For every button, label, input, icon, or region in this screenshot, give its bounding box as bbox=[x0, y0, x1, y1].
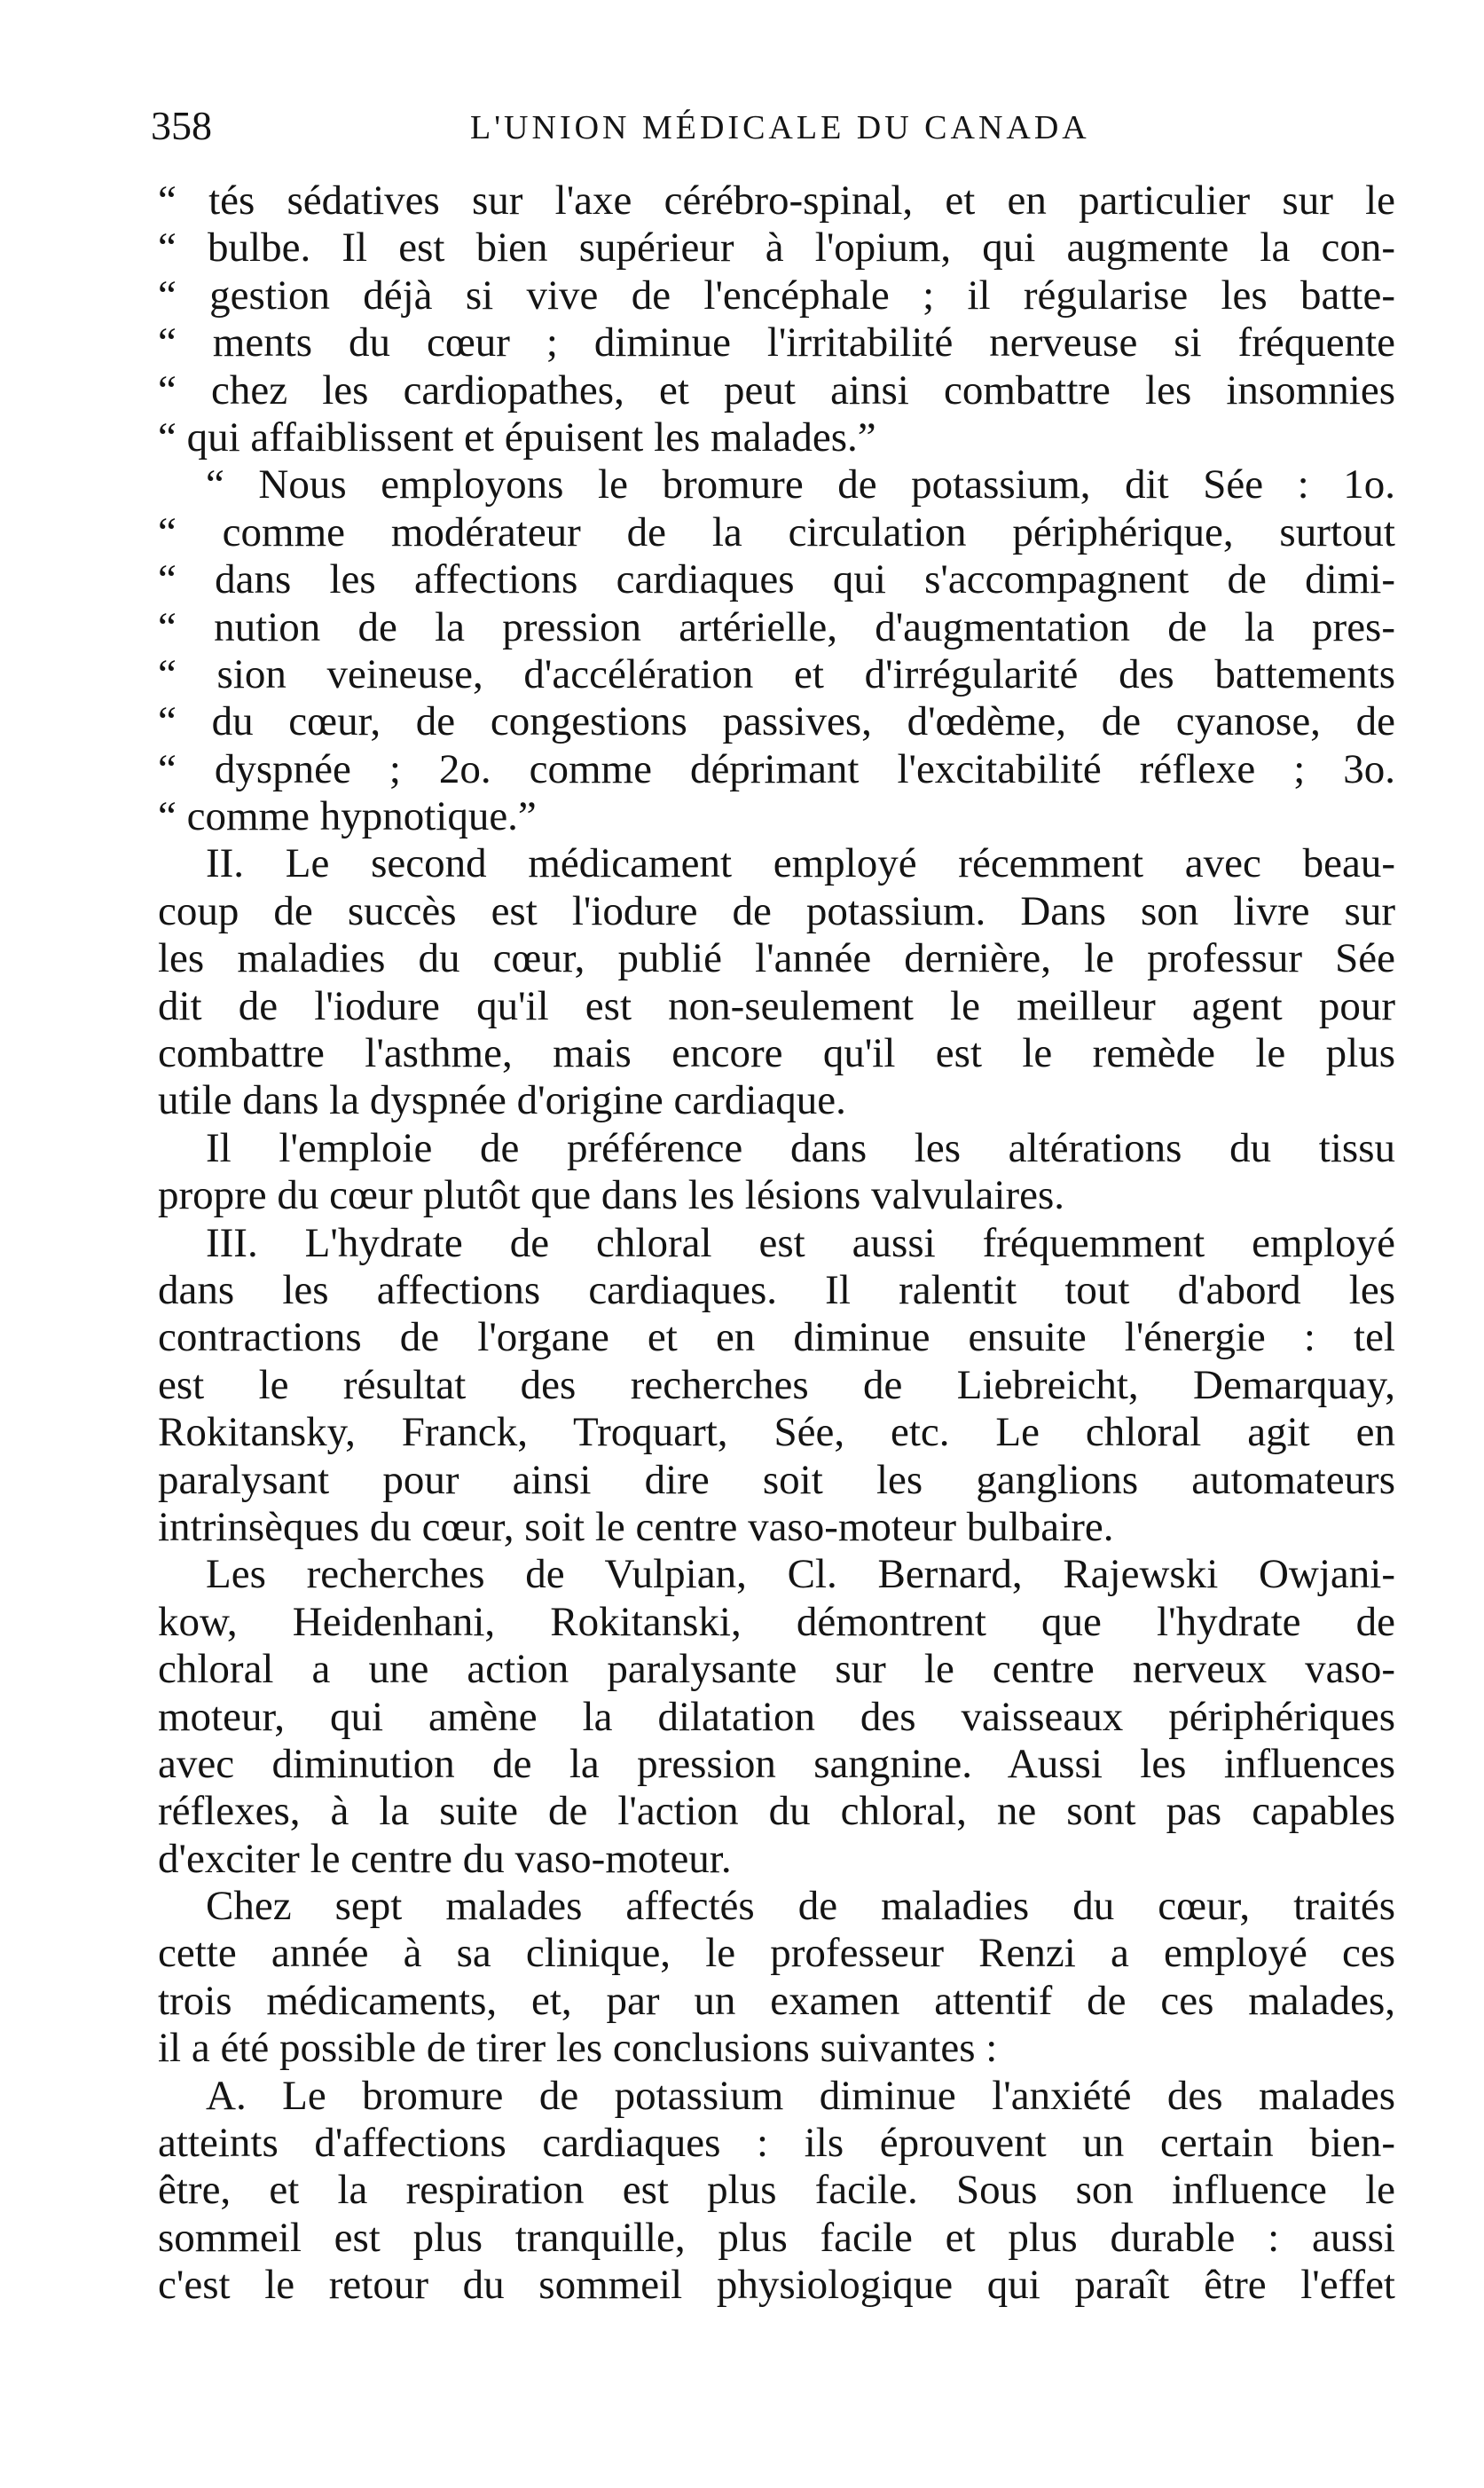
text-line: “ ments du cœur ; diminue l'irritabilité nerveuse si fréquente bbox=[158, 319, 1395, 366]
text-line: utile dans la dyspnée d'origine cardiaque. bbox=[158, 1077, 846, 1124]
text-line: III. L'hydrate de chloral est aussi fréquemment employé bbox=[206, 1219, 1395, 1266]
text-line: dans les affections cardiaques. Il ralentit tout d'abord les bbox=[158, 1266, 1395, 1313]
text-line: “ chez les cardiopathes, et peut ainsi combattre les insomnies bbox=[158, 366, 1395, 413]
text-line: “ dans les affections cardiaques qui s'accompagnent de dimi- bbox=[158, 556, 1395, 603]
text-line: A. Le bromure de potassium diminue l'anxiété des malades bbox=[206, 2072, 1395, 2119]
text-line: “ sion veineuse, d'accélération et d'irrégularité des battements bbox=[158, 650, 1395, 697]
text-line: “ nution de la pression artérielle, d'augmentation de la pres- bbox=[158, 603, 1395, 650]
text-line: d'exciter le centre du vaso-moteur. bbox=[158, 1835, 732, 1882]
text-line: combattre l'asthme, mais encore qu'il est le remède le plus bbox=[158, 1030, 1395, 1077]
text-line: “ tés sédatives sur l'axe cérébro-spinal, et en particulier sur le bbox=[158, 177, 1395, 224]
running-head: L'UNION MÉDICALE DU CANADA bbox=[470, 109, 1090, 146]
text-line: moteur, qui amène la dilatation des vaisseaux périphériques bbox=[158, 1693, 1395, 1740]
text-line: Il l'emploie de préférence dans les altérations du tissu bbox=[206, 1124, 1395, 1171]
text-line: intrinsèques du cœur, soit le centre vaso-moteur bulbaire. bbox=[158, 1503, 1114, 1550]
text-line: “ qui affaiblissent et épuisent les malades.” bbox=[158, 413, 876, 461]
text-line: chloral a une action paralysante sur le centre nerveux vaso- bbox=[158, 1646, 1395, 1693]
text-line: trois médicaments, et, par un examen attentif de ces malades, bbox=[158, 1977, 1395, 2024]
body-text bbox=[158, 177, 1395, 2310]
text-line: “ dyspnée ; 2o. comme déprimant l'excitabilité réflexe ; 3o. bbox=[158, 745, 1395, 792]
text-line: sommeil est plus tranquille, plus facile et plus durable : aussi bbox=[158, 2214, 1395, 2261]
text-line: les maladies du cœur, publié l'année dernière, le professur Sée bbox=[158, 935, 1395, 982]
text-line: “ comme hypnotique.” bbox=[158, 793, 537, 840]
text-line: “ gestion déjà si vive de l'encéphale ; il régularise les batte- bbox=[158, 272, 1395, 319]
text-line: avec diminution de la pression sangnine. Aussi les influences bbox=[158, 1740, 1395, 1787]
text-line: c'est le retour du sommeil physiologique qui paraît être l'effet bbox=[158, 2262, 1395, 2309]
text-line: “ bulbe. Il est bien supérieur à l'opium, qui augmente la con- bbox=[158, 224, 1395, 272]
page-number: 358 bbox=[151, 103, 212, 148]
text-line: réflexes, à la suite de l'action du chloral, ne sont pas capables bbox=[158, 1788, 1395, 1835]
text-line: contractions de l'organe et en diminue ensuite l'énergie : tel bbox=[158, 1314, 1395, 1361]
text-line: “ du cœur, de congestions passives, d'œdème, de cyanose, de bbox=[158, 698, 1395, 745]
text-line: être, et la respiration est plus facile. Sous son influence le bbox=[158, 2167, 1395, 2214]
text-line: est le résultat des recherches de Liebreicht, Demarquay, bbox=[158, 1361, 1395, 1408]
text-line: “ Nous employons le bromure de potassium, dit Sée : 1o. bbox=[206, 461, 1395, 508]
text-line: Chez sept malades affectés de maladies du cœur, traités bbox=[206, 1883, 1395, 1930]
text-line: paralysant pour ainsi dire soit les ganglions automateurs bbox=[158, 1456, 1395, 1503]
text-line: propre du cœur plutôt que dans les lésions valvulaires. bbox=[158, 1172, 1065, 1219]
text-line: il a été possible de tirer les conclusions suivantes : bbox=[158, 2025, 998, 2072]
text-line: atteints d'affections cardiaques : ils éprouvent un certain bien- bbox=[158, 2120, 1395, 2167]
text-line: Rokitansky, Franck, Troquart, Sée, etc. Le chloral agit en bbox=[158, 1409, 1395, 1456]
text-line: coup de succès est l'iodure de potassium. Dans son livre sur bbox=[158, 887, 1395, 934]
text-line: Les recherches de Vulpian, Cl. Bernard, Rajewski Owjani- bbox=[206, 1551, 1395, 1598]
text-line: kow, Heidenhani, Rokitanski, démontrent que l'hydrate de bbox=[158, 1598, 1395, 1645]
text-line: cette année à sa clinique, le professeur Renzi a employé ces bbox=[158, 1930, 1395, 1977]
text-line: “ comme modérateur de la circulation périphérique, surtout bbox=[158, 508, 1395, 555]
text-line: dit de l'iodure qu'il est non-seulement le meilleur agent pour bbox=[158, 982, 1395, 1029]
page-header bbox=[151, 99, 1410, 153]
text-line: II. Le second médicament employé récemment avec beau- bbox=[206, 840, 1395, 887]
